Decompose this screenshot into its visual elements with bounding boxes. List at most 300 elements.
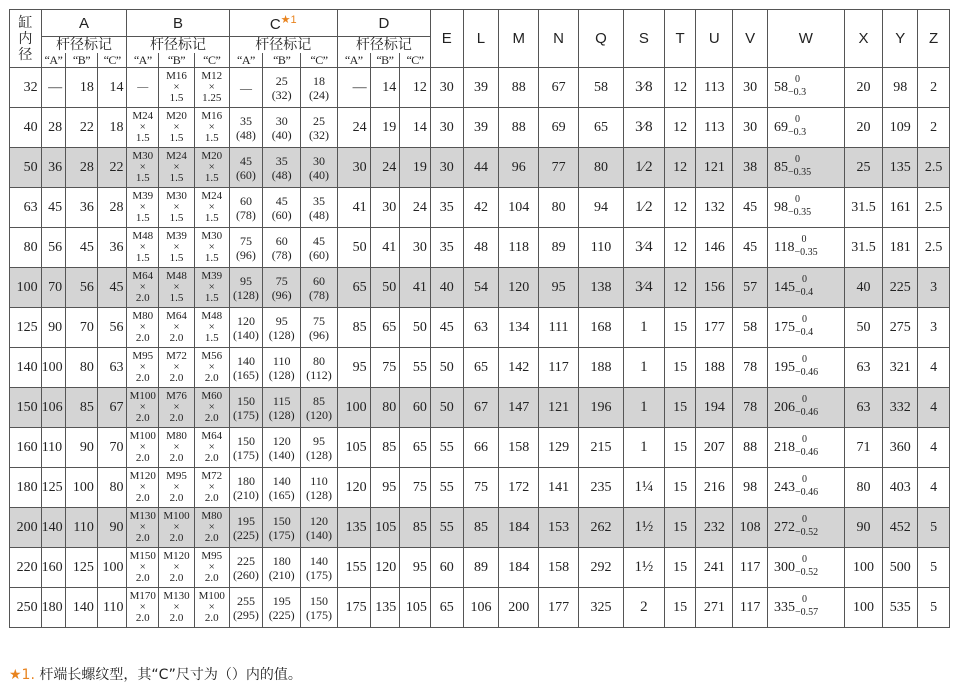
s-cell: 1 — [623, 348, 664, 388]
b-thread-cell — [127, 148, 159, 188]
w-tolerance — [795, 594, 829, 622]
m-cell: 147 — [499, 388, 539, 428]
t-cell: 15 — [664, 588, 696, 628]
x-cell: 25 — [844, 148, 883, 188]
col-n-header: N — [539, 10, 579, 68]
c-length-cell — [263, 428, 301, 468]
c-length-part: (128) — [268, 407, 295, 422]
b-thread-part: 2.0 — [204, 532, 219, 544]
c-length-part: 95 — [312, 433, 325, 448]
t-cell: 15 — [664, 388, 696, 428]
bore-label-1: 缸 — [18, 14, 33, 31]
x-cell: 90 — [844, 508, 883, 548]
y-cell: 535 — [883, 588, 918, 628]
c-length-part: (225) — [268, 607, 295, 622]
b-thread-part: M130 — [129, 510, 156, 522]
b-thread-part: M24 — [132, 110, 154, 122]
w-tol-lower: −0.35 — [787, 166, 812, 178]
a-cell: 56 — [97, 308, 127, 348]
w-base: 69 — [773, 119, 788, 135]
t-cell: 12 — [664, 108, 696, 148]
a-cell: 90 — [41, 308, 66, 348]
w-tolerance — [795, 514, 829, 542]
col-q-header: Q — [579, 10, 624, 68]
b-thread-part: × — [173, 241, 180, 253]
x-cell: 63 — [844, 348, 883, 388]
a-cell: 125 — [41, 468, 66, 508]
z-cell: 4 — [918, 388, 950, 428]
w-base: 300 — [773, 559, 795, 575]
col-x-header: X — [844, 10, 883, 68]
a-sub-b: “B” — [66, 53, 98, 68]
b-thread-cell — [194, 548, 229, 588]
c-length-cell — [263, 348, 301, 388]
c-length-part: 180 — [236, 473, 255, 488]
d-cell: 65 — [337, 268, 370, 308]
a-cell: 22 — [97, 148, 127, 188]
b-thread-part: × — [208, 201, 215, 213]
col-m-header: M — [499, 10, 539, 68]
c-length-part: (60) — [235, 167, 256, 182]
table-header — [10, 10, 950, 68]
b-thread-cell — [159, 228, 195, 268]
c-length-cell — [263, 588, 301, 628]
c-length-part: (48) — [308, 207, 329, 222]
c-length-cell — [263, 468, 301, 508]
c-length-part: 45 — [275, 193, 288, 208]
b-thread-part: 2.0 — [204, 372, 219, 384]
b-thread-part: 1.5 — [135, 132, 150, 144]
q-cell: 110 — [579, 228, 624, 268]
b-thread-part: M100 — [163, 510, 190, 522]
x-cell: 31.5 — [844, 188, 883, 228]
group-c-star: ★1 — [280, 14, 297, 26]
e-cell: 60 — [430, 548, 463, 588]
m-cell: 118 — [499, 228, 539, 268]
b-thread-cell — [127, 348, 159, 388]
q-cell: 65 — [579, 108, 624, 148]
b-thread-part: M150 — [129, 550, 156, 562]
b-thread-cell — [159, 348, 195, 388]
c-length-part: (128) — [305, 487, 332, 502]
c-length-part: (112) — [306, 367, 332, 382]
a-cell: 56 — [41, 228, 66, 268]
b-thread-part: M48 — [201, 310, 223, 322]
c-length-part: 45 — [239, 153, 252, 168]
a-cell: 140 — [66, 588, 98, 628]
t-cell: 15 — [664, 508, 696, 548]
b-thread-part: × — [173, 361, 180, 373]
n-cell: 67 — [539, 68, 579, 108]
c-length-cell — [301, 508, 338, 548]
v-cell: 78 — [733, 388, 768, 428]
c-length-cell — [301, 268, 338, 308]
d-cell: 65 — [400, 428, 431, 468]
b-thread-part: 2.0 — [169, 412, 184, 424]
b-thread-cell — [127, 268, 159, 308]
c-length-part: (210) — [268, 567, 295, 582]
w-base: 195 — [773, 359, 795, 375]
bore-cell: 180 — [10, 468, 42, 508]
x-cell: 80 — [844, 468, 883, 508]
c-length-part: (60) — [271, 207, 292, 222]
table-row — [10, 68, 950, 108]
m-cell: 158 — [499, 428, 539, 468]
b-thread-part: 2.0 — [204, 412, 219, 424]
b-thread-cell — [194, 68, 229, 108]
bore-cell: 150 — [10, 388, 42, 428]
d-cell: 105 — [400, 588, 431, 628]
y-cell: 500 — [883, 548, 918, 588]
l-cell: 67 — [463, 388, 499, 428]
u-cell: 156 — [696, 268, 733, 308]
b-thread-part: M72 — [201, 470, 223, 482]
w-tolerance — [795, 394, 829, 422]
b-thread-part: × — [173, 561, 180, 573]
m-cell: 184 — [499, 508, 539, 548]
b-thread-part: 1.5 — [169, 132, 184, 144]
w-tol-lower: −0.46 — [794, 446, 819, 458]
c-length-cell — [301, 148, 338, 188]
u-cell: 271 — [696, 588, 733, 628]
d-cell: 12 — [400, 68, 431, 108]
w-tol-lower: −0.46 — [794, 486, 819, 498]
c-length-part: (24) — [308, 87, 329, 102]
a-cell: 180 — [41, 588, 66, 628]
b-thread-part: 2.0 — [169, 332, 184, 344]
a-cell: 14 — [97, 68, 127, 108]
b-thread-part: × — [208, 161, 215, 173]
b-thread-part: × — [208, 361, 215, 373]
w-tol-lower: −0.46 — [794, 366, 819, 378]
c-length-cell — [263, 388, 301, 428]
c-length-part: 225 — [236, 553, 255, 568]
b-thread-part: 2.0 — [169, 372, 184, 384]
v-cell: 57 — [733, 268, 768, 308]
d-cell: 95 — [337, 348, 370, 388]
table-row — [10, 148, 950, 188]
w-tol-lower: −0.52 — [794, 566, 819, 578]
b-thread-part: M24 — [201, 190, 223, 202]
c-length-part: (128) — [268, 327, 295, 342]
c-length-part: (165) — [268, 487, 295, 502]
b-thread-cell — [127, 468, 159, 508]
b-thread-part: M72 — [166, 350, 187, 362]
e-cell: 55 — [430, 468, 463, 508]
footnote-star: ★1. — [9, 667, 35, 683]
c-length-cell — [263, 268, 301, 308]
u-cell: 207 — [696, 428, 733, 468]
n-cell: 121 — [539, 388, 579, 428]
a-cell: — — [41, 68, 66, 108]
w-cell — [767, 148, 844, 188]
e-cell: 30 — [430, 68, 463, 108]
v-cell: 58 — [733, 308, 768, 348]
w-cell — [767, 388, 844, 428]
b-thread-part: M170 — [129, 590, 156, 602]
z-cell: 2 — [918, 68, 950, 108]
c-length-cell — [263, 148, 301, 188]
d-cell: 105 — [337, 428, 370, 468]
l-cell: 39 — [463, 68, 499, 108]
c-length-part: 150 — [236, 433, 255, 448]
b-thread-cell — [159, 308, 195, 348]
b-thread-part: 2.0 — [204, 572, 219, 584]
w-base: 272 — [773, 519, 795, 535]
w-cell — [767, 468, 844, 508]
c-length-part: (96) — [308, 327, 329, 342]
b-thread-part: 2.0 — [169, 572, 184, 584]
m-cell: 134 — [499, 308, 539, 348]
d-cell: 41 — [370, 228, 400, 268]
b-thread-cell — [127, 388, 159, 428]
b-thread-part: × — [208, 241, 215, 253]
b-thread-part: 1.5 — [204, 132, 219, 144]
d-sub-b: “B” — [370, 53, 400, 68]
y-cell: 275 — [883, 308, 918, 348]
x-cell: 40 — [844, 268, 883, 308]
b-thread-part: M100 — [129, 430, 156, 442]
w-tol-lower: −0.52 — [794, 526, 819, 538]
b-thread-part: × — [173, 601, 180, 613]
c-length-part: 140 — [236, 353, 255, 368]
w-cell — [767, 588, 844, 628]
col-l-header: L — [463, 10, 499, 68]
b-thread-part: M130 — [163, 590, 190, 602]
c-length-cell — [301, 68, 338, 108]
b-thread-cell — [159, 188, 195, 228]
s-cell: 3⁄4 — [623, 268, 664, 308]
b-thread-part: 2.0 — [135, 452, 150, 464]
c-length-cell — [229, 308, 263, 348]
a-cell: 67 — [97, 388, 127, 428]
q-cell: 235 — [579, 468, 624, 508]
b-thread-part: M39 — [132, 190, 154, 202]
q-cell: 138 — [579, 268, 624, 308]
table-row — [10, 508, 950, 548]
c-length-cell — [229, 68, 263, 108]
c-length-part: (32) — [308, 127, 329, 142]
b-thread-cell — [127, 228, 159, 268]
col-y-header: Y — [883, 10, 918, 68]
b-thread-part: × — [139, 601, 146, 613]
b-thread-part: 2.0 — [204, 452, 219, 464]
l-cell: 85 — [463, 508, 499, 548]
b-thread-cell — [159, 108, 195, 148]
w-tol-lower: −0.35 — [794, 246, 818, 258]
e-cell: 50 — [430, 388, 463, 428]
b-thread-part: × — [139, 201, 146, 213]
b-thread-part: 2.0 — [204, 612, 219, 624]
s-cell: 3⁄8 — [623, 68, 664, 108]
y-cell: 452 — [883, 508, 918, 548]
w-base: 118 — [773, 239, 795, 255]
c-length-part: 25 — [275, 73, 288, 88]
a-cell: 45 — [41, 188, 66, 228]
s-cell: 1½ — [623, 548, 664, 588]
d-cell: 30 — [337, 148, 370, 188]
w-cell — [767, 188, 844, 228]
l-cell: 63 — [463, 308, 499, 348]
d-sub-a: “A” — [337, 53, 370, 68]
w-cell — [767, 308, 844, 348]
d-cell: 14 — [400, 108, 431, 148]
b-thread-cell — [194, 588, 229, 628]
c-length-part: (260) — [232, 567, 259, 582]
y-cell: 161 — [883, 188, 918, 228]
table-row — [10, 428, 950, 468]
b-thread-part: M48 — [166, 270, 187, 282]
v-cell: 30 — [733, 68, 768, 108]
c-length-part: 195 — [236, 513, 255, 528]
bore-cell: 250 — [10, 588, 42, 628]
a-cell: 100 — [66, 468, 98, 508]
b-thread-cell — [127, 588, 159, 628]
w-tolerance — [788, 114, 822, 142]
b-thread-part: 2.0 — [135, 372, 150, 384]
b-thread-part: 1.5 — [204, 332, 219, 344]
group-c-rod-mark: 杆径标记 — [229, 37, 337, 54]
a-cell: 18 — [97, 108, 127, 148]
t-cell: 12 — [664, 188, 696, 228]
b-thread-part: × — [173, 321, 180, 333]
b-thread-part: M30 — [166, 190, 187, 202]
t-cell: 12 — [664, 148, 696, 188]
w-base: 145 — [773, 279, 795, 295]
bore-cell: 40 — [10, 108, 42, 148]
c-length-part: (128) — [232, 287, 259, 302]
c-length-part: (140) — [268, 447, 295, 462]
d-cell: — — [337, 68, 370, 108]
e-cell: 55 — [430, 428, 463, 468]
d-cell: 50 — [400, 308, 431, 348]
c-length-part: 120 — [236, 313, 255, 328]
b-thread-cell — [127, 108, 159, 148]
t-cell: 15 — [664, 548, 696, 588]
v-cell: 45 — [733, 228, 768, 268]
b-thread-part: M16 — [201, 110, 223, 122]
b-thread-cell — [127, 68, 159, 108]
b-thread-part: M76 — [166, 390, 187, 402]
b-thread-part: × — [139, 281, 146, 293]
b-thread-part: 1.5 — [169, 172, 184, 184]
c-length-part: 35 — [239, 113, 252, 128]
c-length-part: (78) — [235, 207, 256, 222]
a-cell: 56 — [66, 268, 98, 308]
bore-cell: 220 — [10, 548, 42, 588]
c-length-part: (225) — [232, 527, 259, 542]
footnote-text: 杆端长螺纹型，其“C”尺寸为（）内的值。 — [39, 667, 302, 683]
col-s-header: S — [623, 10, 664, 68]
b-thread-part: M20 — [201, 150, 223, 162]
c-length-cell — [229, 428, 263, 468]
e-cell: 30 — [430, 148, 463, 188]
b-thread-part: × — [139, 561, 146, 573]
table-row — [10, 308, 950, 348]
c-length-cell — [229, 228, 263, 268]
b-thread-cell — [194, 348, 229, 388]
c-length-part: 150 — [309, 593, 328, 608]
b-thread-part: × — [173, 401, 180, 413]
b-thread-part: × — [139, 401, 146, 413]
w-tolerance — [788, 154, 822, 182]
s-cell: 1⁄2 — [623, 148, 664, 188]
c-length-cell — [263, 508, 301, 548]
d-cell: 135 — [370, 588, 400, 628]
b-thread-part: 2.0 — [169, 492, 184, 504]
b-thread-part: M39 — [201, 270, 223, 282]
d-cell: 95 — [400, 548, 431, 588]
l-cell: 48 — [463, 228, 499, 268]
b-thread-part: — — [137, 81, 149, 93]
n-cell: 111 — [539, 308, 579, 348]
e-cell: 65 — [430, 588, 463, 628]
w-base: 335 — [773, 599, 795, 615]
b-thread-cell — [194, 508, 229, 548]
s-cell: 1 — [623, 308, 664, 348]
w-tol-lower: −0.4 — [794, 326, 814, 338]
q-cell: 80 — [579, 148, 624, 188]
b-thread-part: × — [208, 601, 215, 613]
m-cell: 88 — [499, 108, 539, 148]
c-length-part: (128) — [305, 447, 332, 462]
w-tolerance — [795, 434, 829, 462]
u-cell: 194 — [696, 388, 733, 428]
b-thread-part: × — [139, 441, 146, 453]
b-thread-part: M95 — [201, 550, 223, 562]
w-base: 206 — [773, 399, 795, 415]
c-length-part: 60 — [239, 193, 252, 208]
z-cell: 2 — [918, 108, 950, 148]
c-length-part: (175) — [232, 407, 259, 422]
b-thread-part: × — [173, 481, 180, 493]
e-cell: 30 — [430, 108, 463, 148]
a-cell: 63 — [97, 348, 127, 388]
e-cell: 35 — [430, 188, 463, 228]
b-thread-part: 1.5 — [169, 292, 184, 304]
z-cell: 3 — [918, 308, 950, 348]
b-thread-part: 1.5 — [169, 252, 184, 264]
c-length-part: 18 — [312, 73, 325, 88]
b-thread-part: 1.5 — [204, 212, 219, 224]
z-cell: 2.5 — [918, 228, 950, 268]
d-cell: 41 — [400, 268, 431, 308]
q-cell: 94 — [579, 188, 624, 228]
b-thread-part: × — [139, 521, 146, 533]
group-d-header: D — [337, 10, 430, 37]
b-thread-cell — [159, 588, 195, 628]
group-b-rod-mark: 杆径标记 — [127, 37, 229, 54]
t-cell: 12 — [664, 268, 696, 308]
m-cell: 96 — [499, 148, 539, 188]
c-length-part: 120 — [272, 433, 291, 448]
w-tolerance — [795, 474, 829, 502]
col-w-header: W — [767, 10, 844, 68]
z-cell: 2.5 — [918, 188, 950, 228]
w-tolerance — [795, 274, 829, 302]
b-thread-part: 2.0 — [135, 492, 150, 504]
col-t-header: T — [664, 10, 696, 68]
w-tolerance — [788, 74, 822, 102]
t-cell: 15 — [664, 428, 696, 468]
w-base: 243 — [773, 479, 795, 495]
d-sub-c: “C” — [400, 53, 431, 68]
b-thread-part: M64 — [132, 270, 154, 282]
bore-cell: 140 — [10, 348, 42, 388]
d-cell: 19 — [370, 108, 400, 148]
c-length-part: (175) — [232, 447, 259, 462]
b-thread-cell — [194, 268, 229, 308]
